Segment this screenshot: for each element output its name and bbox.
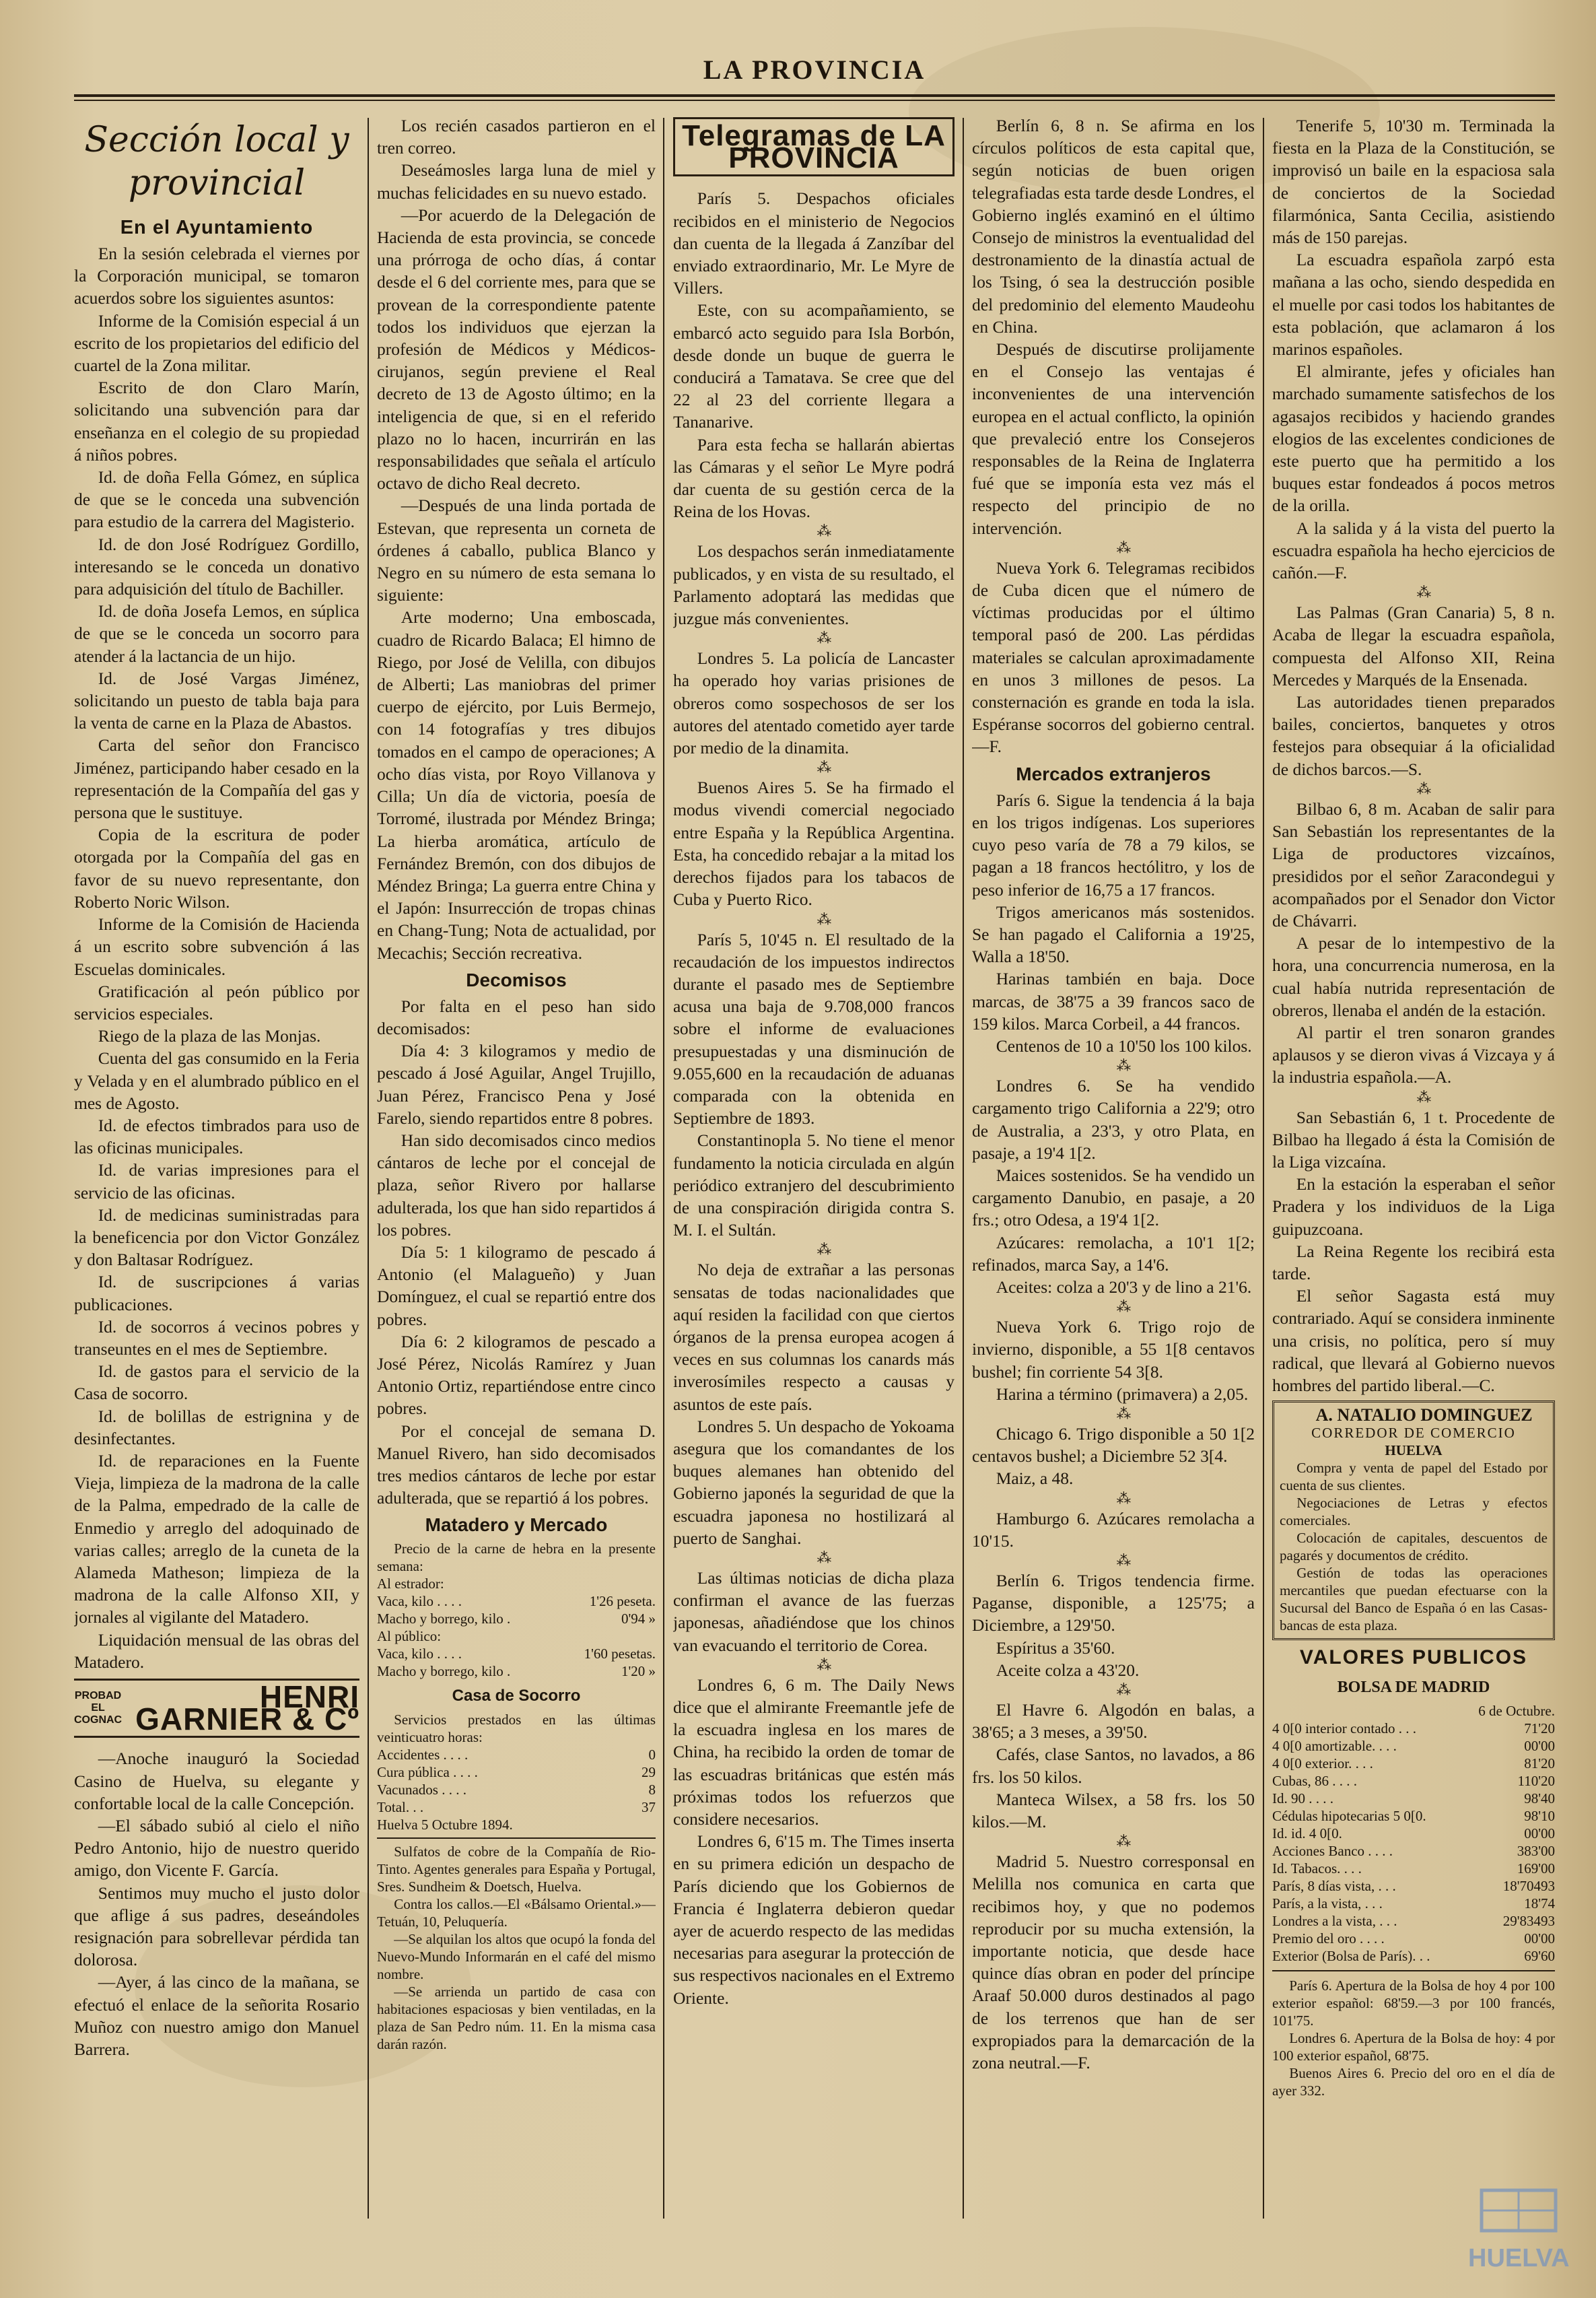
socorro-table	[377, 1746, 656, 1816]
news-item: —Por acuerdo de la Delegación de Hacienda de esta provincia, se concede una prórroga de ocho días, á contar desde el 6 del corriente mes, para que se provean de la correspondiente patente todos los individuos que ejerzan la profesión de Médicos y Médicos-cirujanos, según previene el Real decreto de 13 de Agosto último; en la inteligencia de que, si en el referido plazo no lo hacen, incurrirán en las responsabilidades que señala el artículo octavo de dicho Real decreto.	[377, 205, 656, 494]
ayuntamiento-item: Id. de reparaciones en la Fuente Vieja, limpieza de la madrona de la calle de la Palma, empedrado de la calle de Enmedio y arreglo del adoquinado de varias calles; arreglo de la cuneta de la Alameda Matheson; limpieza de la madrona de la calle Alfonso XII, y jornales al vigilante del Matadero.	[74, 1450, 359, 1627]
price-row-value	[558, 1627, 656, 1645]
decomisos-title: Decomisos	[466, 969, 567, 990]
decomiso-item: Por falta en el peso han sido decomisados:	[377, 996, 656, 1038]
asterism-divider: ⁂	[817, 1241, 832, 1258]
market-item: Maices sostenidos. Se ha vendido un cargamento Danubio, en pasaje, a 20 frs.; otro Odesa, a 19'4 1[2.	[972, 1165, 1255, 1230]
bolsa-note: Londres 6. Apertura de la Bolsa de hoy: 4 por 100 exterior español, 68'75.	[1272, 2030, 1555, 2064]
broker-role: CORREDOR DE COMERCIO	[1311, 1425, 1516, 1442]
price-row	[377, 1610, 656, 1627]
socorro-row-label: Accidentes . . . .	[377, 1747, 469, 1763]
broker-name: A. NATALIO DOMINGUEZ	[1315, 1405, 1533, 1425]
telegram-item: A la salida y á la vista del puerto la escuadra española ha hecho ejercicios de cañón.—F.	[1272, 518, 1555, 583]
asterism-divider: ⁂	[817, 910, 832, 928]
market-item: Harina a término (primavera) a 2,05.	[996, 1384, 1249, 1404]
valores-table	[1272, 1720, 1555, 1965]
telegram-item: París 5. Despachos oficiales recibidos en el ministerio de Negocios dan cuenta de la llegada á Zanzíbar del enviado extraordinario, Mr. Le Myre de Villers.	[673, 189, 955, 298]
telegram-item: Londres 5. Un despacho de Yokoama asegura que los comandantes de los buques alemanes han obtenido del Gobierno japonés la seguridad de que la escuadra japonesa no hostilizará al puerto de Sanghai.	[673, 1416, 955, 1548]
price-row-value: 1'26 peseta.	[589, 1593, 656, 1610]
price-row	[377, 1575, 656, 1592]
matadero-intro: Precio de la carne de hebra en la presente semana:	[377, 1541, 656, 1575]
asterism-divider: ⁂	[1416, 1088, 1432, 1106]
bolsa-date: 6 de Octubre.	[1478, 1703, 1555, 1720]
ayuntamiento-item: Cuenta del gas consumido en la Feria y Velada y en el alumbrado público en el mes de Agosto.	[74, 1048, 359, 1113]
bolsa-title: BOLSA DE MADRID	[1337, 1679, 1490, 1697]
column-1	[74, 114, 359, 2235]
news-item: Arte moderno; Una emboscada, cuadro de Ricardo Balaca; El himno de Riego, por José de Velilla, con dibujos de Alberti; Las maniobras del primer cuerpo de ejército, por Luis Bermejo, con 14 fotografías y tres dibujos tomados en el campo de operaciones; A ocho días vista, por Royo Villanova y Cilla; Un día de victoria, poesía de Torromé, ilustrada por Méndez Bringa; La hierba aromática, artículo de Fernández Bremón, con dos dibujos de Méndez Bringa; La guerra entre China y el Japón: Insurrección de tropas chinas en Chang-Tung; Nota de actualidad, por Mecachis; Sección recreativa.	[377, 607, 656, 963]
column-5	[1272, 114, 1555, 2235]
valor-row-value: 110'20	[1517, 1773, 1555, 1790]
asterism-divider: ⁂	[1116, 539, 1132, 556]
ayuntamiento-title: En el Ayuntamiento	[120, 217, 314, 238]
decomiso-item: Por el concejal de semana D. Manuel Rivero, han sido decomisados tres medios cántaros de leche por estar adulterada, que se repartió á los pobres.	[377, 1421, 656, 1508]
valor-row-label: Cubas, 86 . . . .	[1272, 1773, 1357, 1790]
valor-row	[1272, 1720, 1555, 1737]
ayuntamiento-item: Id. de doña Fella Gómez, en súplica de que se le conceda una subvención para estudio de la carrera del Magisterio.	[74, 467, 359, 532]
socorro-row-value: 29	[641, 1764, 656, 1781]
bolsa-note: París 6. Apertura de la Bolsa de hoy 4 por 100 exterior español: 68'59.—3 por 100 francés, 101'75.	[1272, 1978, 1555, 2029]
ayuntamiento-item: Id. de medicinas suministradas para la beneficencia por don Victor González y don Baltasar Rodríguez.	[74, 1205, 359, 1270]
telegram-item: A pesar de lo intempestivo de la hora, una concurrencia numerosa, en la cual había nutrida representación de obreros, llenaba el andén de la estación.	[1272, 933, 1555, 1020]
valor-row-value: 81'20	[1524, 1755, 1555, 1772]
column-2	[377, 114, 656, 2235]
masthead-rule-thin	[74, 100, 1555, 101]
telegramas-body	[673, 187, 955, 2008]
asterism-divider: ⁂	[1116, 1405, 1132, 1422]
socorro-row	[377, 1798, 656, 1816]
valor-row-value: 00'00	[1524, 1738, 1555, 1755]
classified-ad: —Se arrienda un partido de casa con habitaciones espaciosas y bien ventiladas, en la plaza de San Pedro núm. 11. En la misma casa darán razón.	[377, 1984, 656, 2053]
socorro-row	[377, 1781, 656, 1798]
socorro-title: Casa de Socorro	[452, 1687, 581, 1705]
price-row	[377, 1645, 656, 1662]
telegram-item: Después de discutirse prolijamente en el Consejo las ventajas é inconvenientes de una intervención europea en el actual conflicto, la opinión que prevaleció entre los Consejeros responsables de la Reina de Inglaterra fué que se imponía esta vez más el respecto del principio de no intervención.	[972, 339, 1255, 538]
market-item: Madrid 5. Nuestro corresponsal en Melilla nos comunica en carta que recibimos hoy, y que no podemos reproducir por su mucha extensión, la importante noticia, que desde hace quince días obran en poder del príncipe Araaf 50.000 duros destinados al pago de los terrenos que han de ser expropiados para la demarcación de la zona neutral.—F.	[972, 1852, 1255, 2073]
column-divider	[368, 118, 369, 2219]
archive-stamp-text: HUELVA	[1468, 2244, 1570, 2272]
asterism-divider: ⁂	[817, 1656, 832, 1673]
price-row	[377, 1662, 656, 1680]
socorro-date: Huelva 5 Octubre 1894.	[377, 1817, 513, 1833]
ayuntamiento-item: Copia de la escritura de poder otorgada por la Compañía del gas en favor de su nuevo representante, don Roberto Noric Wilson.	[74, 825, 359, 912]
socorro-row-label: Cura pública . . . .	[377, 1764, 478, 1781]
valor-row	[1272, 1842, 1555, 1860]
valor-row-value: 98'40	[1524, 1790, 1555, 1807]
valor-row-value: 169'00	[1517, 1860, 1555, 1877]
matadero-title: Matadero y Mercado	[425, 1514, 608, 1536]
asterism-divider: ⁂	[817, 522, 832, 540]
telegram-item: Las autoridades tienen preparados bailes, conciertos, banquetes y otros festejos para obsequiar á la oficialidad de dichos barcos.—S.	[1272, 692, 1555, 779]
column-3	[673, 114, 955, 2235]
telegram-item: Los despachos serán inmediatamente publicados, y en vista de su resultado, el Parlamento adoptará las medidas que juzgue más convenientes.	[673, 541, 955, 629]
ayuntamiento-item: Id. de efectos timbrados para uso de las oficinas municipales.	[74, 1115, 359, 1158]
column-divider	[963, 118, 964, 2219]
valor-row	[1272, 1755, 1555, 1772]
valor-row	[1272, 1790, 1555, 1807]
market-item: París 6. Sigue la tendencia á la baja en los trigos indígenas. Los superiores cuyo peso varía de 78 a 79 kilos, se pagan a 18 francos hectólitro, y los de peso inferior de 16,75 a 17 francos.	[972, 790, 1255, 900]
column-divider	[663, 118, 664, 2219]
valor-row-label: 4 0[0 amortizable. . . .	[1272, 1738, 1397, 1755]
valor-row-value: 383'00	[1517, 1843, 1555, 1860]
garnier-ad-brand: HENRI GARNIER & Cº	[135, 1679, 359, 1737]
ayuntamiento-item: Id. de gastos para el servicio de la Casa de socorro.	[74, 1361, 359, 1404]
price-row-label: Macho y borrego, kilo .	[377, 1611, 511, 1627]
asterism-divider: ⁂	[817, 759, 832, 776]
mercados-title: Mercados extranjeros	[1016, 763, 1211, 784]
valor-row-label: Id. id. 4 0[0.	[1272, 1825, 1342, 1842]
valor-row	[1272, 1807, 1555, 1825]
valor-row	[1272, 1930, 1555, 1947]
bolsa-notes	[1272, 1977, 1555, 2099]
telegram-item: Berlín 6, 8 n. Se afirma en los círculos políticos de esta capital que, según noticias de buen origen telegrafiadas esta tarde desde Londres, el Gobierno inglés examinó en el último Consejo de ministros la eventualidad del destronamiento de la dinastía actual de los Tsing, ó sea la destrucción posible del predominio del elemento Maudeohu en China.	[972, 116, 1255, 337]
broker-city: HUELVA	[1385, 1442, 1443, 1459]
mercados-body	[972, 789, 1255, 2074]
telegram-item: Londres 6, 6 m. The Daily News dice que el almirante Freemantle jefe de la escuadra inglesa en los mares de China, ha recibido la orden de tomar de las escuadras británicas que estén más próximas todos los refuerzos que considere necesarios.	[673, 1675, 955, 1829]
market-item: Espíritus a 35'60.	[996, 1637, 1115, 1658]
socorro-row	[377, 1746, 656, 1763]
ayuntamiento-item: En la sesión celebrada el viernes por la Corporación municipal, se tomaron acuerdos sobre los siguientes asuntos:	[74, 244, 359, 308]
telegram-item: Londres 6, 6'15 m. The Times inserta en su primera edición un despacho de París diciendo que los Gobiernos de Francia é Inglaterra debieron quedar ayer de acuerdo respecto de las medidas necesarias para asegurar la protección de sus respectivos nacionales en el Extremo Oriente.	[673, 1831, 955, 2008]
market-item: Centenos de 10 a 10'50 los 100 kilos.	[996, 1036, 1252, 1056]
broker-line: Gestión de todas las operaciones mercantiles que puedan efectuarse con la Sucursal del Banco de España ó en las Casas-bancas de esta plaza.	[1280, 1565, 1548, 1634]
asterism-divider: ⁂	[1116, 1489, 1132, 1507]
decomiso-item: Día 5: 1 kilogramo de pescado á Antonio (el Malagueño) y Juan Domínguez, el cual se repartió entre dos pobres.	[377, 1242, 656, 1329]
telegram-item: Las últimas noticias de dicha plaza confirman el avance de las fuerzas japonesas, añadiéndose que los chinos van evacuando el territorio de Corea.	[673, 1567, 955, 1655]
masthead: LA PROVINCIA	[703, 55, 926, 85]
asterism-divider: ⁂	[1416, 780, 1432, 797]
divider	[377, 1837, 656, 1839]
column-5-top	[1272, 114, 1555, 1396]
valores-title: VALORES PUBLICOS	[1299, 1646, 1528, 1669]
market-item: Harinas también en baja. Doce marcas, de 38'75 a 39 francos saco de 159 kilos. Marca Corbeil, a 44 francos.	[972, 969, 1255, 1034]
market-item: Aceite colza a 43'20.	[996, 1660, 1140, 1680]
archive-stamp-icon	[1468, 2184, 1569, 2237]
local-news-item: Sentimos muy mucho el justo dolor que aflige á sus padres, deseándoles resignación para sobrellevar pérdida tan dolorosa.	[74, 1883, 359, 1970]
broker-line: Compra y venta de papel del Estado por cuenta de sus clientes.	[1280, 1460, 1548, 1494]
ayuntamiento-item: Id. de varias impresiones para el servicio de las oficinas.	[74, 1160, 359, 1203]
ayuntamiento-item: Id. de doña Josefa Lemos, en súplica de que se le conceda un socorro para atender á la lactancia de un hijo.	[74, 601, 359, 666]
valor-row	[1272, 1912, 1555, 1930]
price-row-label: Vaca, kilo . . . .	[377, 1593, 462, 1610]
ayuntamiento-item: Informe de la Comisión especial á un escrito de los propietarios del edificio del cuartel de la Zona militar.	[74, 310, 359, 376]
socorro-intro: Servicios prestados en las últimas veinticuatro horas:	[377, 1712, 656, 1746]
asterism-divider: ⁂	[817, 1549, 832, 1566]
market-item: Nueva York 6. Trigo rojo de invierno, disponible, a 55 1[8 centavos bushel; fin corriente 54 3[8.	[972, 1317, 1255, 1382]
ayuntamiento-item: Riego de la plaza de las Monjas.	[98, 1026, 321, 1046]
telegram-item: No deja de extrañar a las personas sensatas de todas nacionalidades que aquí residen la facilidad con que ciertos órganos de la prensa europea acogen á veces en sus columnas los canards más inverosímiles respecto a causas y asuntos de este país.	[673, 1260, 955, 1414]
valor-row-value: 18'74	[1524, 1895, 1555, 1912]
asterism-divider: ⁂	[817, 630, 832, 647]
valor-row-label: Id. Tabacos. . . .	[1272, 1860, 1362, 1877]
local-news-item: —Ayer, á las cinco de la mañana, se efectuó el enlace de la señorita Rosario Muñoz con nuestro amigo don Manuel Barrera.	[74, 1972, 359, 2060]
price-row-label: Macho y borrego, kilo .	[377, 1663, 511, 1680]
valor-row	[1272, 1860, 1555, 1877]
classified-ad: Contra los callos.—El «Bálsamo Oriental.»—Tetuán, 10, Peluquería.	[377, 1896, 656, 1930]
bolsa-note: Buenos Aires 6. Precio del oro en el día de ayer 332.	[1272, 2065, 1555, 2099]
valor-row-label: Premio del oro . . . .	[1272, 1930, 1385, 1947]
broker-lines	[1280, 1459, 1548, 1634]
valor-row-value: 00'00	[1524, 1825, 1555, 1842]
column-4	[972, 114, 1255, 2235]
valor-row-label: 4 0[0 interior contado . . .	[1272, 1720, 1417, 1737]
valor-row	[1272, 1737, 1555, 1755]
valor-row	[1272, 1895, 1555, 1912]
ayuntamiento-item: Id. de bolillas de estrignina y de desinfectantes.	[74, 1406, 359, 1448]
valor-row-label: París, a la vista, . . .	[1272, 1895, 1383, 1912]
market-item: Maiz, a 48.	[996, 1468, 1074, 1489]
telegram-item: Londres 5. La policía de Lancaster ha operado hoy varias prisiones de obreros como sospechosos de ser los autores del atentado cometido ayer tarde por medio de la dinamita.	[673, 648, 955, 758]
ayuntamiento-item: Id. de socorros á vecinos pobres y transeuntes en el mes de Septiembre.	[74, 1316, 359, 1359]
telegram-item: Tenerife 5, 10'30 m. Terminada la fiesta en la Plaza de la Constitución, se improvisó un baile en la espaciosa sala de conciertos de la Sociedad filarmónica, Santa Cecilia, asistiendo más de 150 parejas.	[1272, 116, 1555, 248]
local-news-item: —El sábado subió al cielo el niño Pedro Antonio, hijo de nuestro querido amigo, don Vicente F. García.	[74, 1816, 359, 1881]
archive-stamp	[1468, 2184, 1569, 2271]
valor-row-value: 18'70493	[1502, 1878, 1555, 1895]
column-divider	[1263, 118, 1264, 2219]
socorro-row-value: 0	[648, 1747, 656, 1763]
section-title: Sección local y provincial	[84, 120, 349, 203]
price-row	[377, 1627, 656, 1645]
price-row-label: Al estrador:	[377, 1576, 444, 1592]
decomiso-item: Han sido decomisados cinco medios cántaros de leche por el concejal de plaza, señor Rivero por hallarse adulterada, los que han sido repartidos á los pobres.	[377, 1130, 656, 1240]
asterism-divider: ⁂	[1116, 1681, 1132, 1698]
valor-row-label: Id. 90 . . . .	[1272, 1790, 1333, 1807]
valor-row	[1272, 1825, 1555, 1842]
valor-row-label: Londres a la vista, . . .	[1272, 1913, 1397, 1930]
ayuntamiento-item: Carta del señor don Francisco Jiménez, participando haber cesado en la representación de la Compañía del gas y persona que le sustituye.	[74, 735, 359, 823]
valor-row-value: 29'83493	[1502, 1913, 1555, 1930]
valor-row-label: Acciones Banco . . . .	[1272, 1843, 1393, 1860]
decomiso-item: Día 6: 2 kilogramos de pescado a José Pérez, Nicolás Ramírez y Juan Antonio Ortiz, repartiéndose entre cinco pobres.	[377, 1331, 656, 1419]
price-row-label: Vaca, kilo . . . .	[377, 1646, 462, 1662]
ayuntamiento-item: Gratificación al peón público por servicios especiales.	[74, 981, 359, 1023]
telegram-item: El señor Sagasta está muy contrariado. Aquí se considera inminente una crisis, no política, pero sí muy radical, que llevará al Gobierno nuevos hombres del partido liberal.—C.	[1272, 1286, 1555, 1395]
market-item: Azúcares: remolacha, a 10'1 1[2; refinados, marca Say, a 14'6.	[972, 1232, 1255, 1275]
broker-ad	[1272, 1400, 1555, 1640]
telegram-item: La Reina Regente los recibirá esta tarde.	[1272, 1241, 1555, 1283]
telegram-item: En la estación la esperaban el señor Pradera y los individuos de la Liga guipuzcoana.	[1272, 1174, 1555, 1239]
market-item: Chicago 6. Trigo disponible a 50 1[2 centavos bushel; a Diciembre 52 3[4.	[972, 1423, 1255, 1466]
market-item: El Havre 6. Algodón en balas, a 38'65; a 3 meses, a 39'50.	[972, 1700, 1255, 1743]
asterism-divider: ⁂	[1116, 1298, 1132, 1316]
ayuntamiento-item: Id. de suscripciones á varias publicaciones.	[74, 1272, 359, 1314]
asterism-divider: ⁂	[1116, 1833, 1132, 1850]
valor-row-label: Cédulas hipotecarias 5 0[0.	[1272, 1808, 1426, 1825]
valor-row-label: 4 0[0 exterior. . . .	[1272, 1755, 1373, 1772]
valor-row-value: 00'00	[1524, 1930, 1555, 1947]
decomisos-body	[377, 995, 656, 1510]
price-row-value: 0'94 »	[621, 1611, 656, 1627]
telegram-item: Bilbao 6, 8 m. Acaban de salir para San Sebastián los representantes de la Liga de productores vizcaínos, presididos por el señor Zaracondegui y acompañados por el Senador don Victor de Chávarri.	[1272, 799, 1555, 931]
price-row-value: 1'60 pesetas.	[584, 1646, 656, 1662]
telegram-item: San Sebastián 6, 1 t. Procedente de Bilbao ha llegado á ésta la Comisión de la Liga vizcaína.	[1272, 1107, 1555, 1172]
valor-row	[1272, 1877, 1555, 1895]
telegram-item: París 5, 10'45 n. El resultado de la recaudación de los impuestos indirectos durante el pasado mes de Septiembre acusa una baja de 9.708,000 francos sobre el informe de evaluaciones presupuestadas y una disminución de 9.055,600 en la recaudación de aduanas comparada con la obtenida en Septiembre de 1893.	[673, 929, 955, 1128]
socorro-row-label: Vacunados . . . .	[377, 1782, 466, 1798]
telegram-item: Constantinopla 5. No tiene el menor fundamento la noticia circulada en algún periódico extranjero del descubrimiento de una conspiración dirigida contra S. M. I. el Sultán.	[673, 1130, 955, 1240]
asterism-divider: ⁂	[1416, 584, 1432, 601]
telegram-item: Buenos Aires 5. Se ha firmado el modus vivendi comercial negociado entre España y la República Argentina. Esta, ha concedido rebajar a la mitad los derechos fijados para los tabacos de Cuba y Puerto Rico.	[673, 778, 955, 910]
local-news-body	[74, 1747, 359, 2060]
local-news-item: —Anoche inauguró la Sociedad Casino de Huelva, su elegante y confortable local de la calle Concepción.	[74, 1749, 359, 1813]
classified-ad: —Se alquilan los altos que ocupó la fonda del Nuevo-Mundo Informarán en el café del mismo nombre.	[377, 1931, 656, 1983]
telegram-item: La escuadra española zarpó esta mañana a las ocho, siendo despedida en el muelle por casi todos los habitantes de esta población, que aclamaron á los marinos españoles.	[1272, 250, 1555, 360]
telegram-item: Para esta fecha se hallarán abiertas las Cámaras y el señor Le Myre podrá dar cuenta de su gestión cerca de la Reina de los Hovas.	[673, 434, 955, 522]
telegram-item: Al partir el tren sonaron grandes aplausos y se dieron vivas á Vizcaya y á la industria española.—A.	[1272, 1022, 1555, 1087]
socorro-row-label: Total. . .	[377, 1799, 424, 1816]
classified-ad: Sulfatos de cobre de la Compañía de Rio-Tinto. Agentes generales para España y Portugal, Sres. Sundheim & Doetsch, Huelva.	[377, 1844, 656, 1895]
ayuntamiento-item: Liquidación mensual de las obras del Matadero.	[74, 1629, 359, 1672]
ayuntamiento-item: Id. de don José Rodríguez Gordillo, interesando se le conceda un donativo para adquisición del título de Bachiller.	[74, 534, 359, 599]
telegram-item: El almirante, jefes y oficiales han marchado sumamente satisfechos de los agasajos recibidos y haciendo grandes elogios de las excelentes condiciones de este puerto que ha permitido a los buques estar fondeados á pocos metros de la orilla.	[1272, 362, 1555, 516]
ayuntamiento-item: Escrito de don Claro Marín, solicitando una subvención para dar enseñanza en el colegio de su propiedad á niños pobres.	[74, 378, 359, 465]
broker-line: Negociaciones de Letras y efectos comerciales.	[1280, 1495, 1548, 1529]
divider	[1272, 1970, 1555, 1971]
ayuntamiento-item: Informe de la Comisión de Hacienda á un escrito sobre subvención á las Escuelas dominicales.	[74, 914, 359, 979]
broker-line: Colocación de capitales, descuentos de pagarés y documentos de crédito.	[1280, 1530, 1548, 1564]
telegram-item: Este, con su acompañamiento, se embarcó acto seguido para Isla Borbón, desde donde un buque de guerra le conducirá a Tamatava. Se cree que del 22 al 23 del corriente llegara a Tananarive.	[673, 300, 955, 432]
price-row-label: Al público:	[377, 1628, 442, 1645]
asterism-divider: ⁂	[1116, 1551, 1132, 1569]
ayuntamiento-item: Id. de José Vargas Jiménez, solicitando un puesto de tabla baja para la venta de carne en la Plaza de Abastos.	[74, 668, 359, 733]
valor-row-label: París, 8 días vista, . . .	[1272, 1878, 1396, 1895]
market-item: Manteca Wilsex, a 58 frs. los 50 kilos.—M.	[972, 1789, 1255, 1832]
valor-row-value: 71'20	[1524, 1720, 1555, 1737]
market-item: Cafés, clase Santos, no lavados, a 86 frs. los 50 kilos.	[972, 1745, 1255, 1787]
valor-row-value: 98'10	[1524, 1808, 1555, 1825]
market-item: Berlín 6. Trigos tendencia firme. Paganse, disponible, a 125'75; a Diciembre, a 129'50.	[972, 1570, 1255, 1635]
matadero-table	[377, 1575, 656, 1680]
news-item: Los recién casados partieron en el tren correo.	[377, 116, 656, 158]
socorro-row	[377, 1763, 656, 1781]
valor-row	[1272, 1947, 1555, 1965]
market-item: Aceites: colza a 20'3 y de lino a 21'6.	[996, 1277, 1252, 1297]
garnier-ad	[74, 1679, 359, 1738]
socorro-row-value: 37	[641, 1799, 656, 1816]
valor-row-value: 69'60	[1524, 1948, 1555, 1965]
asterism-divider: ⁂	[1116, 1057, 1132, 1075]
decomiso-item: Día 4: 3 kilogramos y medio de pescado á José Aguilar, Angel Trujillo, Juan Pérez, Francisco Pena y José Farelo, siendo repartidos entre 8 pobres.	[377, 1041, 656, 1128]
garnier-ad-left: PROBAD EL COGNAC	[74, 1690, 123, 1726]
price-row-value	[558, 1575, 656, 1592]
ayuntamiento-body	[74, 242, 359, 1673]
market-item: Londres 6. Se ha vendido cargamento trigo California a 22'9; otro de Australia, a 23'3, y otro Plata, en pasaje, a 19'4 1[2.	[972, 1076, 1255, 1163]
market-item: Trigos americanos más sostenidos. Se han pagado el California a 19'25, Walla a 18'50.	[972, 902, 1255, 967]
telegram-item: Nueva York 6. Telegramas recibidos de Cuba dicen que el número de víctimas producidas por el último temporal pasó de 200. Las pérdidas materiales se calculan aproximadamente en unos 3 millones de pesos. La consternación es grande en toda la isla. Espéranse socorros del gobierno central.—F.	[972, 557, 1255, 757]
column-2-body	[377, 114, 656, 964]
news-item: —Después de una linda portada de Estevan, que representa un corneta de órdenes á caballo, publica Blanco y Negro en su número de esta semana lo siguiente:	[377, 496, 656, 605]
price-row	[377, 1592, 656, 1610]
valor-row-label: Exterior (Bolsa de París). . .	[1272, 1948, 1430, 1965]
market-item: Hamburgo 6. Azúcares remolacha a 10'15.	[972, 1508, 1255, 1551]
telegram-item: Las Palmas (Gran Canaria) 5, 8 n. Acaba de llegar la escuadra española, compuesta del Alfonso XII, Reina Mercedes y Marqués de la Ensenada.	[1272, 603, 1555, 689]
news-item: Deseámosles larga luna de miel y muchas felicidades en su nuevo estado.	[377, 160, 656, 203]
socorro-row-value: 8	[648, 1782, 656, 1798]
masthead-rule	[74, 94, 1555, 97]
price-row-value: 1'20 »	[621, 1663, 656, 1680]
classified-ads	[377, 1843, 656, 2053]
column-4-top	[972, 114, 1255, 758]
valor-row	[1272, 1772, 1555, 1790]
telegramas-title: Telegramas de LA PROVINCIA	[673, 117, 955, 176]
